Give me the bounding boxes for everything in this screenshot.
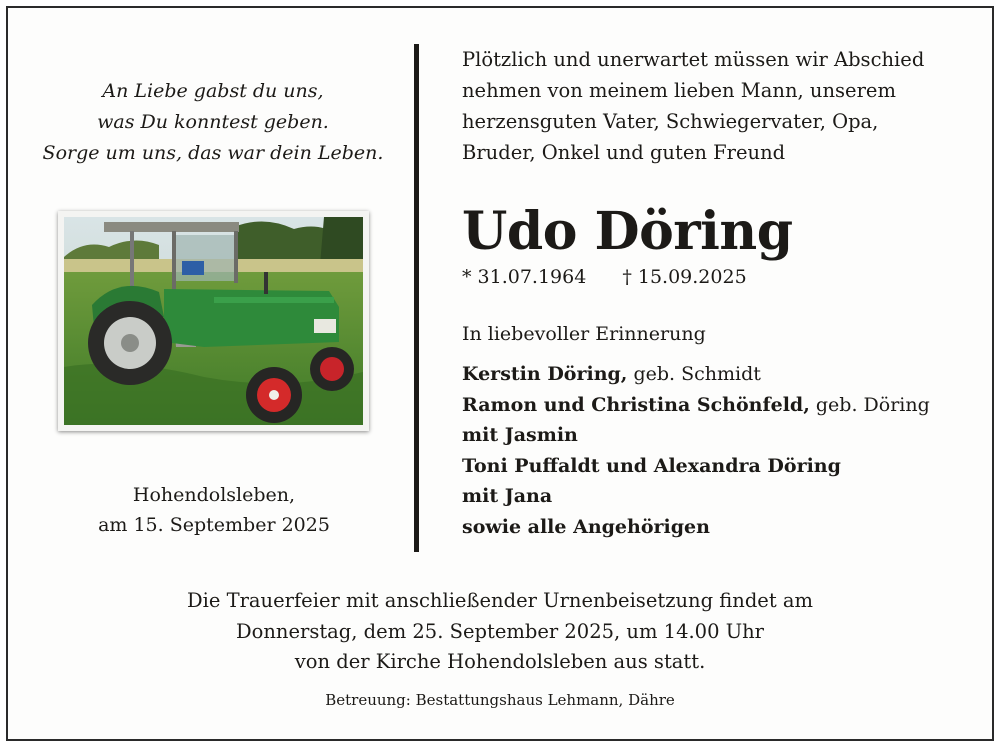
mourner-name: mit Jana [462, 485, 553, 507]
intro-line: herzensguten Vater, Schwiegervater, Opa, [462, 110, 879, 133]
vertical-divider [414, 44, 419, 552]
tractor-image [64, 217, 363, 425]
intro-line: Bruder, Onkel und guten Freund [462, 141, 786, 164]
birth-date: * 31.07.1964 [462, 266, 587, 288]
life-dates [462, 266, 747, 288]
mourner-line [462, 481, 930, 512]
death-date: † 15.09.2025 [622, 266, 747, 288]
mourner-name: Toni Puffaldt und Alexandra Döring [462, 454, 841, 477]
mourner-line [462, 359, 930, 390]
place-and-date [28, 480, 400, 540]
intro-text [462, 44, 924, 168]
funeral-line: Die Trauerfeier mit anschließender Urnenbeisetzung findet am [186, 589, 814, 612]
intro-line: Plötzlich und unerwartet müssen wir Abschied [462, 48, 925, 71]
tractor-photo [58, 211, 369, 431]
deceased-name: Udo Döring [462, 201, 793, 262]
mourner-name: sowie alle Angehörigen [462, 515, 710, 538]
verse-line: was Du konntest geben. [97, 111, 329, 133]
intro-line: nehmen von meinem lieben Mann, unserem [462, 79, 896, 102]
verse-line: An Liebe gabst du uns, [102, 80, 324, 102]
funeral-home-credit: Betreuung: Bestattungshaus Lehmann, Dähre [325, 691, 675, 709]
mourner-name: Ramon und Christina Schönfeld, [462, 393, 810, 416]
mourner-line [462, 451, 930, 482]
mourner-note: geb. Schmidt [627, 363, 761, 385]
date-line: am 15. September 2025 [98, 514, 330, 536]
memorial-verse [28, 76, 398, 169]
mourner-line [462, 512, 930, 543]
memory-line: In liebevoller Erinnerung [462, 323, 706, 345]
mourner-line [462, 390, 930, 421]
mourner-note: geb. Döring [809, 393, 930, 416]
mourner-line [462, 420, 930, 451]
mourners-list [462, 359, 930, 542]
funeral-line: von der Kirche Hohendolsleben aus statt. [294, 650, 706, 673]
mourner-name: mit Jasmin [462, 424, 578, 446]
funeral-details [30, 586, 970, 678]
funeral-line: Donnerstag, dem 25. September 2025, um 14.00 Uhr [235, 619, 765, 643]
verse-line: Sorge um uns, das war dein Leben. [42, 142, 384, 164]
place-line: Hohendolsleben, [132, 484, 296, 506]
mourner-name: Kerstin Döring, [462, 363, 628, 385]
